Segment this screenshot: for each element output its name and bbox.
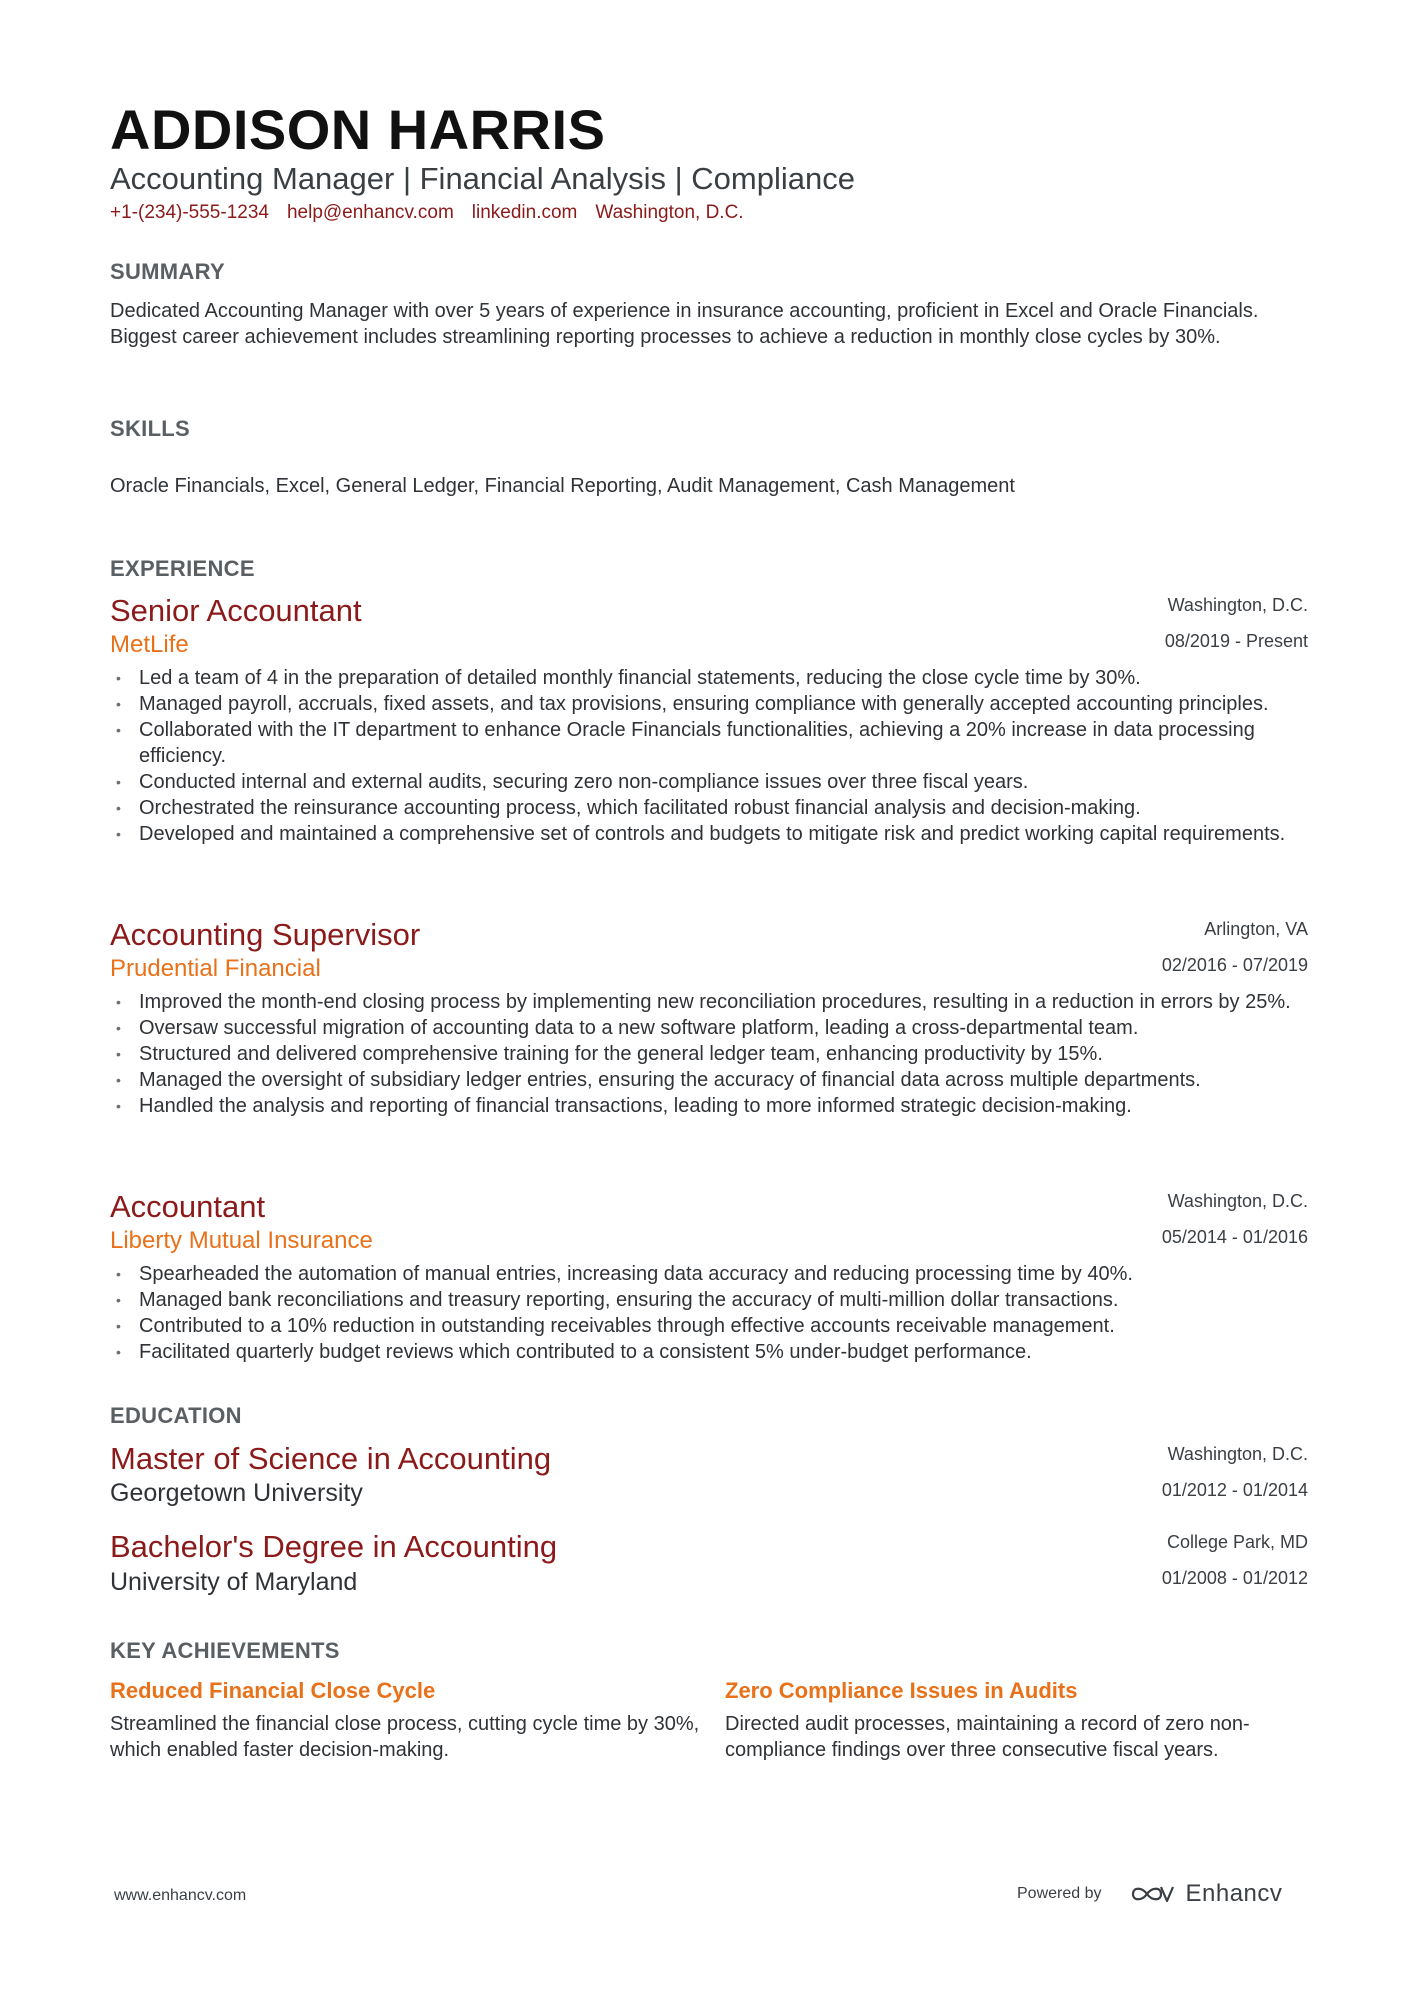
contact-list — [110, 201, 744, 225]
achievement-title: Zero Compliance Issues in Audits — [725, 1678, 1078, 1703]
summary-heading: SUMMARY — [110, 259, 225, 284]
bullet-dot-icon: • — [116, 1266, 121, 1282]
job-company: Prudential Financial — [110, 955, 321, 982]
job-dates: 02/2016 - 07/2019 — [1161, 955, 1308, 975]
contact-linkedin[interactable]: linkedin.com — [471, 202, 578, 223]
bullet-dot-icon: • — [116, 1318, 121, 1334]
contact-email[interactable]: help@enhancv.com — [286, 202, 454, 223]
job-location: Arlington, VA — [1204, 919, 1308, 939]
bullet-dot-icon: • — [116, 1020, 121, 1036]
bullet-item: • Managed bank reconciliations and treasury reporting, ensuring the accuracy of multi-million dollar transactions. — [116, 1289, 1119, 1311]
bullet-dot-icon: • — [116, 722, 121, 738]
job-dates: 08/2019 - Present — [1164, 631, 1308, 651]
powered-by-label: Powered by — [1017, 1885, 1102, 1902]
school-name: University of Maryland — [110, 1568, 358, 1596]
bullet-item: • Conducted internal and external audits, securing zero non-compliance issues over three fiscal years. — [116, 771, 1029, 793]
job-company: Liberty Mutual Insurance — [110, 1227, 373, 1254]
school-name: Georgetown University — [110, 1479, 363, 1507]
bullet-item: • Oversaw successful migration of accounting data to a new software platform, leading a cross-departmental team. — [116, 1017, 1139, 1039]
achievement-title: Reduced Financial Close Cycle — [110, 1678, 436, 1703]
achievements-heading: KEY ACHIEVEMENTS — [110, 1638, 340, 1663]
bullet-item: • Handled the analysis and reporting of financial transactions, leading to more informed strategic decision-making. — [116, 1095, 1132, 1117]
contact-location: Washington, D.C. — [595, 202, 744, 223]
job-title: Senior Accountant — [110, 593, 362, 628]
bullet-dot-icon: • — [116, 800, 121, 816]
experience-heading: EXPERIENCE — [110, 556, 255, 581]
education-dates: 01/2012 - 01/2014 — [1161, 1480, 1308, 1500]
job-company: MetLife — [110, 631, 189, 658]
bullet-item: • Structured and delivered comprehensive training for the general ledger team, enhancing productivity by 15%. — [116, 1043, 1103, 1065]
degree-title: Bachelor's Degree in Accounting — [110, 1529, 558, 1564]
brand-name: Enhancv — [1185, 1880, 1283, 1907]
skills-heading: SKILLS — [110, 416, 191, 441]
education-dates: 01/2008 - 01/2012 — [1161, 1568, 1308, 1588]
job-bullets — [110, 1261, 1308, 1365]
bullet-dot-icon: • — [116, 1098, 121, 1114]
job-title: Accounting Supervisor — [110, 917, 421, 952]
bullet-item: • Orchestrated the reinsurance accounting process, which facilitated robust financial analysis and decision-making. — [116, 797, 1141, 819]
candidate-name: ADDISON HARRIS — [110, 98, 606, 161]
bullet-item: • Managed the oversight of subsidiary ledger entries, ensuring the accuracy of financial data across multiple departments. — [116, 1069, 1201, 1091]
bullet-item: • Led a team of 4 in the preparation of detailed monthly financial statements, reducing the close cycle time by 30%. — [116, 667, 1141, 689]
job-bullets — [110, 989, 1308, 1119]
job-title: Accountant — [110, 1189, 266, 1224]
bullet-item: • Contributed to a 10% reduction in outstanding receivables through effective accounts receivable management. — [116, 1315, 1115, 1337]
bullet-dot-icon: • — [116, 670, 121, 686]
brand-logo[interactable] — [1130, 1880, 1283, 1908]
education-location: Washington, D.C. — [1167, 1444, 1308, 1464]
footer-website[interactable]: www.enhancv.com — [114, 1887, 247, 1904]
bullet-item: • Facilitated quarterly budget reviews which contributed to a consistent 5% under-budget performance. — [116, 1341, 1032, 1363]
skills-text: Oracle Financials, Excel, General Ledger, Financial Reporting, Audit Management, Cash Management — [110, 475, 1015, 497]
bullet-dot-icon: • — [116, 774, 121, 790]
education-location: College Park, MD — [1166, 1532, 1308, 1552]
bullet-dot-icon: • — [116, 994, 121, 1010]
job-bullets — [110, 665, 1308, 847]
bullet-dot-icon: • — [116, 1072, 121, 1088]
bullet-item: • Improved the month-end closing process by implementing new reconciliation procedures, resulting in a reduction in errors by 25%. — [116, 991, 1291, 1013]
achievement-text: Streamlined the financial close process, cutting cycle time by 30%, which enabled faster decision-making. — [110, 1713, 700, 1761]
job-location: Washington, D.C. — [1167, 1191, 1308, 1211]
footer-branding — [1017, 1880, 1282, 1908]
job-dates: 05/2014 - 01/2016 — [1161, 1227, 1308, 1247]
degree-title: Master of Science in Accounting — [110, 1441, 552, 1476]
bullet-item: • Managed payroll, accruals, fixed assets, and tax provisions, ensuring compliance with generally accepted accounting principles. — [116, 693, 1269, 715]
bullet-dot-icon: • — [116, 1344, 121, 1360]
bullet-item: • Developed and maintained a comprehensive set of controls and budgets to mitigate risk and predict working capital requirements. — [116, 823, 1286, 845]
achievement-text: Directed audit processes, maintaining a record of zero non-compliance findings over three consecutive fiscal years. — [725, 1713, 1250, 1761]
bullet-dot-icon: • — [116, 1046, 121, 1062]
bullet-dot-icon: • — [116, 1292, 121, 1308]
candidate-headline: Accounting Manager | Financial Analysis | Compliance — [110, 161, 855, 196]
bullet-dot-icon: • — [116, 696, 121, 712]
bullet-item: • Spearheaded the automation of manual entries, increasing data accuracy and reducing processing time by 40%. — [116, 1263, 1133, 1285]
contact-phone[interactable]: +1-(234)-555-1234 — [110, 202, 269, 223]
summary-text: Dedicated Accounting Manager with over 5 years of experience in insurance accounting, proficient in Excel and Oracle Financials. Biggest career achievement includes streamlining reporting processes to achieve a reduction in monthly close cycles by 30%. — [110, 300, 1259, 348]
bullet-item: • Collaborated with the IT department to enhance Oracle Financials functionalities, achieving a 20% increase in data processing efficiency. — [116, 719, 1255, 767]
bullet-dot-icon: • — [116, 826, 121, 842]
job-location: Washington, D.C. — [1167, 595, 1308, 615]
enhancv-logo-icon — [1130, 1881, 1176, 1907]
education-heading: EDUCATION — [110, 1403, 242, 1428]
